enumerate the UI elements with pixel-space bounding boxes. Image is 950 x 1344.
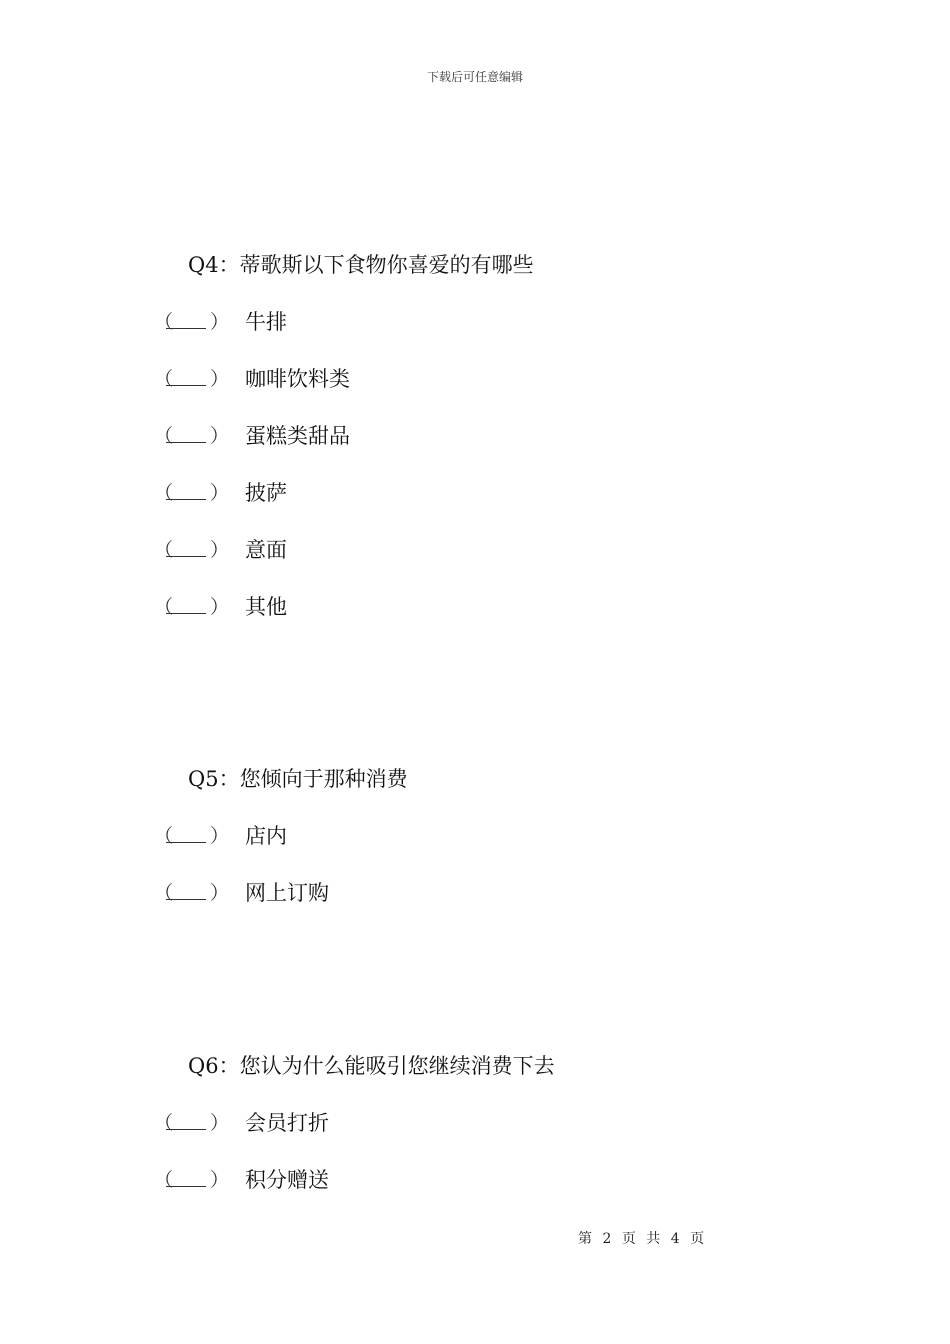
- paren-close: ）: [210, 368, 230, 390]
- answer-blank[interactable]: [166, 899, 206, 900]
- paren-open: （: [154, 311, 174, 333]
- paren-close: ）: [210, 882, 230, 904]
- option-label: 网上订购: [245, 881, 329, 905]
- question-title-q6: Q6：您认为什么能吸引您继续消费下去: [188, 1054, 555, 1078]
- paren-close: ）: [210, 825, 230, 847]
- paren-close: ）: [210, 539, 230, 561]
- answer-blank[interactable]: [166, 385, 206, 386]
- option-label: 其他: [245, 595, 287, 619]
- option-label: 积分赠送: [245, 1168, 329, 1192]
- answer-blank[interactable]: [166, 499, 206, 500]
- paren-close: ）: [210, 1112, 230, 1134]
- option-label: 咖啡饮料类: [245, 367, 350, 391]
- paren-close: ）: [210, 311, 230, 333]
- page-number-footer: [578, 1228, 710, 1248]
- option-label: 会员打折: [245, 1111, 329, 1135]
- paren-close: ）: [210, 425, 230, 447]
- header-note: 下载后可任意编辑: [426, 70, 523, 84]
- answer-blank[interactable]: [166, 442, 206, 443]
- answer-blank[interactable]: [166, 1129, 206, 1130]
- footer-total-pages: 4: [670, 1231, 680, 1247]
- paren-open: （: [154, 1112, 174, 1134]
- answer-blank[interactable]: [166, 328, 206, 329]
- option-label: 意面: [245, 538, 287, 562]
- paren-close: ）: [210, 482, 230, 504]
- footer-prefix: 第: [578, 1231, 592, 1247]
- paren-open: （: [154, 1169, 174, 1191]
- answer-blank[interactable]: [166, 556, 206, 557]
- footer-total-word: 共: [646, 1231, 661, 1247]
- paren-open: （: [154, 882, 174, 904]
- paren-open: （: [154, 368, 174, 390]
- paren-open: （: [154, 596, 174, 618]
- paren-open: （: [154, 425, 174, 447]
- answer-blank[interactable]: [166, 842, 206, 843]
- question-title-q4: Q4：蒂歌斯以下食物你喜爱的有哪些: [188, 253, 534, 277]
- question-title-q5: Q5：您倾向于那种消费: [188, 767, 408, 791]
- answer-blank[interactable]: [166, 613, 206, 614]
- paren-open: （: [154, 825, 174, 847]
- option-label: 披萨: [245, 481, 287, 505]
- option-label: 蛋糕类甜品: [245, 424, 350, 448]
- paren-close: ）: [210, 596, 230, 618]
- paren-open: （: [154, 482, 174, 504]
- footer-current-page: 2: [602, 1231, 612, 1247]
- option-label: 牛排: [245, 310, 287, 334]
- footer-suffix: 页: [690, 1231, 705, 1247]
- option-label: 店内: [245, 824, 287, 848]
- answer-blank[interactable]: [166, 1186, 206, 1187]
- paren-open: （: [154, 539, 174, 561]
- paren-close: ）: [210, 1169, 230, 1191]
- footer-page-word: 页: [621, 1231, 636, 1247]
